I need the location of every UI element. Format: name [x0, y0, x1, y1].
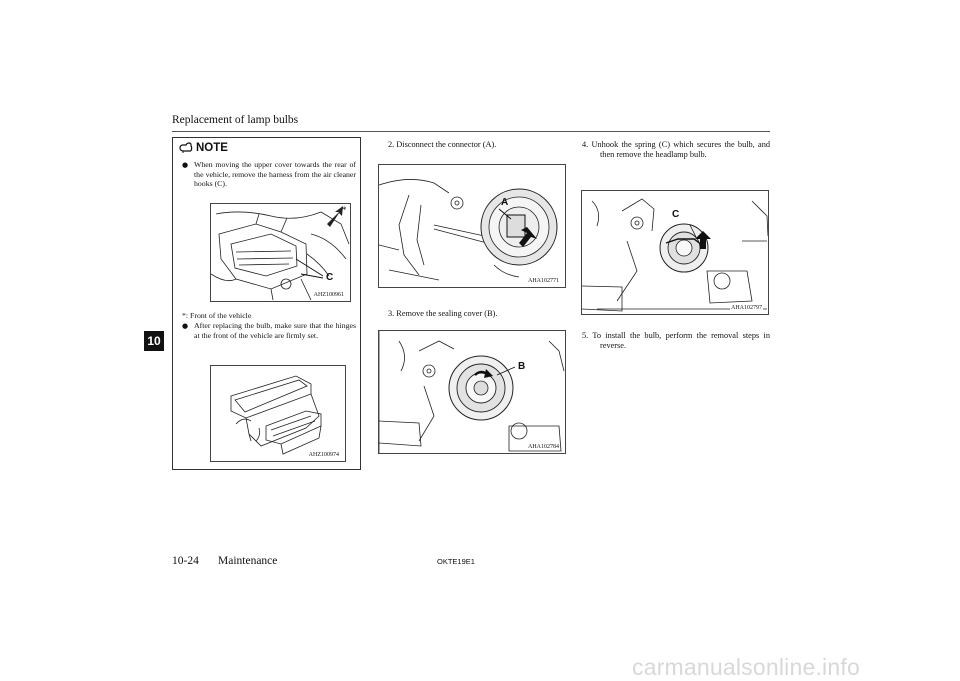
- figure-label-c: C: [326, 272, 334, 283]
- footer-page-number: 10-24: [172, 555, 199, 567]
- footer-section: Maintenance: [218, 555, 278, 567]
- step-4-text: 4. Unhook the spring (C) which secures the bulb, and then remove the headlamp bulb.: [582, 140, 770, 160]
- note-box: [172, 137, 361, 470]
- note-heading-text: NOTE: [196, 142, 228, 154]
- figure-cover-hinges: [210, 365, 346, 462]
- figure-label-a: A: [501, 197, 509, 208]
- note-hand-icon: [179, 142, 193, 154]
- footer-doc-code: OKTE19E1: [437, 557, 475, 566]
- figure-label-b: B: [518, 361, 526, 372]
- figure-code: AHZ100961: [313, 292, 344, 298]
- note-bullet-2: After replacing the bulb, make sure that the hinges at the front of the vehicle are firmly set.: [194, 321, 356, 340]
- note-heading: [179, 142, 228, 154]
- figure-air-cleaner-hooks: [210, 203, 351, 302]
- figure-code: AHZ100974: [308, 452, 339, 458]
- chapter-tab: 10: [144, 331, 164, 351]
- header-rule: [172, 131, 770, 132]
- step-2-text: 2. Disconnect the connector (A).: [388, 140, 497, 149]
- watermark: carmanualsonline.info: [632, 654, 860, 680]
- figure-disconnect-connector: [378, 164, 566, 288]
- step-3-text: 3. Remove the sealing cover (B).: [388, 309, 498, 318]
- note-footnote: *: Front of the vehicle: [182, 311, 252, 320]
- step-5-text: 5. To install the bulb, perform the removal steps in reverse.: [582, 331, 770, 351]
- figure-unhook-spring: [581, 190, 769, 315]
- page-header-title: Replacement of lamp bulbs: [172, 114, 299, 126]
- bullet-icon: ●: [182, 161, 189, 169]
- figure-code: AHA102797: [731, 305, 762, 311]
- note-bullet-1: When moving the upper cover towards the rear of the vehicle, remove the harness from the air cleaner hooks (C).: [194, 160, 356, 189]
- figure-code: AHA102771: [528, 278, 559, 284]
- figure-remove-sealing-cover: [378, 330, 566, 454]
- figure-label-star: *: [342, 205, 347, 215]
- figure-label-c: C: [672, 209, 680, 220]
- figure-code: AHA102784: [528, 444, 559, 450]
- bullet-icon: ●: [182, 322, 189, 330]
